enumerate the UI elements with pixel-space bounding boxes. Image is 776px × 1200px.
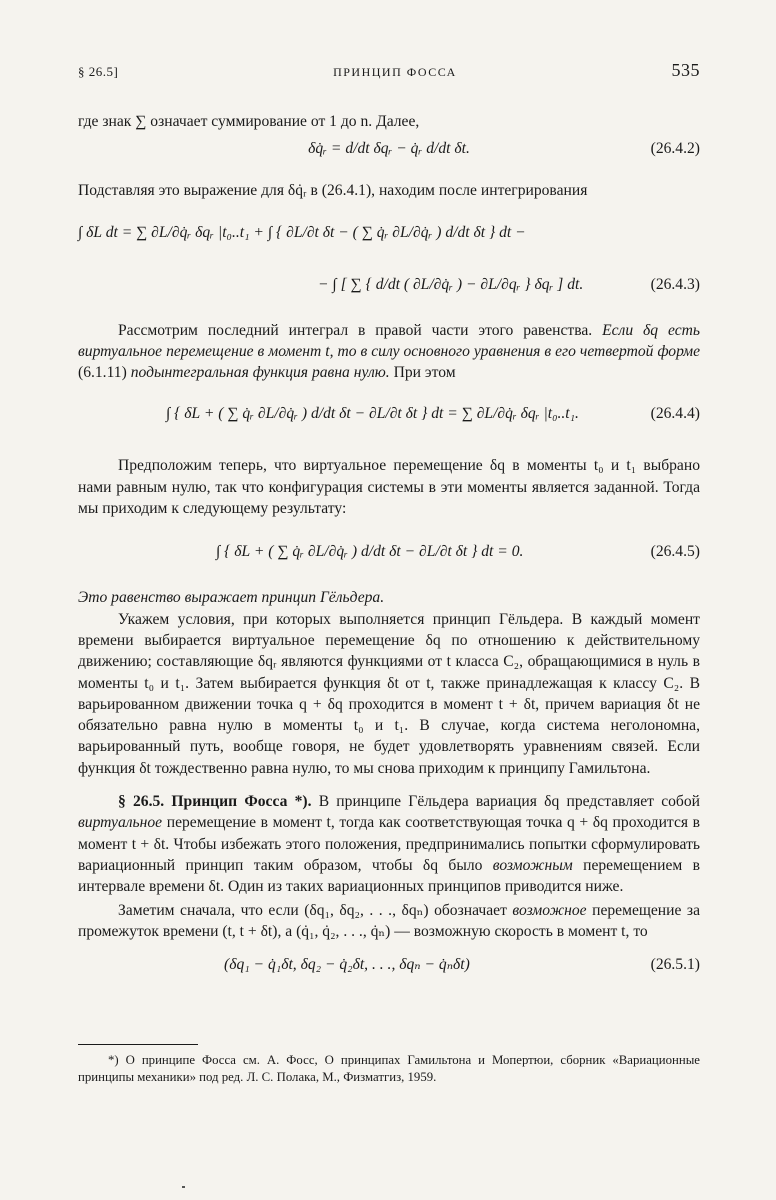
footnote-rule	[78, 1044, 198, 1045]
paragraph-7-text-c: перемещение в момент t, тогда как соответствующая точка q + δq проходится в момент t + δt. Чтобы избежать этого положения, предпринимались попытки сформулировать вариационный принцип таким образом, чтобы δq было	[78, 814, 700, 874]
paragraph-7	[78, 791, 700, 897]
header-section: § 26.5]	[78, 64, 119, 79]
equation-26-4-5-formula: ∫ { δL + ( ∑ q̇ᵣ ∂L/∂q̇ᵣ ) d/dt δt − ∂L/∂t δt } dt = 0.	[216, 543, 524, 561]
equation-26-5-1-number: (26.5.1)	[650, 956, 700, 974]
paragraph-7-text-b: виртуальное	[78, 814, 163, 832]
paragraph-8-text-c: перемещение за промежуток времени (t, t + δt), а (q̇₁, q̇₂, . . ., q̇ₙ) — возможную скорость в момент t, то	[78, 901, 701, 940]
running-header	[78, 60, 700, 81]
paragraph-8-text-a: Заметим сначала, что если (δq₁, δq₂, . . ., δqₙ) обозначает	[118, 901, 507, 919]
footnote: *) О принципе Фосса см. А. Фосс, О принципах Гамильтона и Мопертюи, сборник «Вариационные принципы механики» под ред. Л. С. Полака, М., Физматгиз, 1959.	[78, 1053, 700, 1084]
equation-26-4-4-formula: ∫ { δL + ( ∑ q̇ᵣ ∂L/∂q̇ᵣ ) d/dt δt − ∂L/∂t δt } dt = ∑ ∂L/∂q̇ᵣ δqᵣ |t₀..t₁.	[166, 405, 579, 423]
page-number: 535	[671, 60, 700, 80]
equation-26-4-3-line1: ∫ δL dt = ∑ ∂L/∂q̇ᵣ δqᵣ |t₀..t₁ + ∫ { ∂L/∂t δt − ( ∑ q̇ᵣ ∂L/∂q̇ᵣ ) d/dt δt } dt −	[78, 223, 526, 241]
print-speck	[182, 1186, 185, 1188]
section-heading: § 26.5. Принцип Фосса *).	[118, 793, 312, 811]
paragraph-3-text-a: Рассмотрим последний интеграл в правой части этого равенства.	[118, 321, 593, 339]
equation-26-4-5	[78, 519, 700, 587]
paragraph-4: Предположим теперь, что виртуальное перемещение δq в моменты t₀ и t₁ выбрано нами равным нулю, так что конфигурация системы в эти моменты является заданной. Тогда мы приходим к следующему результату:	[78, 457, 700, 518]
paragraph-7-text-d: возможным	[492, 856, 573, 874]
paragraph-3-text-c: (6.1.11)	[78, 364, 127, 382]
paragraph-2: Подставляя это выражение для δq̇ᵣ в (26.4.1), находим после интегрирования	[78, 182, 588, 200]
paragraph-7-text-a: В принципе Гёльдера вариация δq представляет собой	[318, 793, 700, 811]
equation-26-4-5-number: (26.4.5)	[650, 543, 700, 561]
paragraph-1: где знак ∑ означает суммирование от 1 до n. Далее,	[78, 113, 420, 130]
equation-26-4-4	[78, 383, 700, 443]
equation-26-4-4-number: (26.4.4)	[650, 405, 700, 423]
equation-26-4-2-number: (26.4.2)	[650, 140, 700, 158]
paragraph-7-text-e: перемещением в интервале времени δt. Один из таких вариационных принципов приводится ниже.	[78, 856, 700, 896]
equation-26-4-3	[78, 208, 700, 308]
equation-26-4-3-line2: − ∫ [ ∑ { d/dt ( ∂L/∂q̇ᵣ ) − ∂L/∂qᵣ } δqᵣ ] dt.	[318, 275, 584, 293]
paragraph-3	[78, 320, 700, 384]
paragraph-5: Это равенство выражает принцип Гёльдера.	[78, 589, 385, 607]
paragraph-8	[78, 900, 700, 943]
equation-26-5-1-formula: (δq₁ − q̇₁δt, δq₂ − q̇₂δt, . . ., δqₙ − q̇ₙδt)	[224, 956, 470, 974]
equation-26-4-2	[78, 132, 700, 168]
paragraph-8-text-b: возможное	[512, 901, 587, 919]
paragraph-3-text-e: При этом	[393, 364, 456, 382]
equation-26-4-2-formula: δq̇ᵣ = d/dt δqᵣ − q̇ᵣ d/dt δt.	[308, 140, 470, 158]
page-body	[78, 60, 700, 982]
header-title: ПРИНЦИП ФОССА	[333, 65, 457, 79]
equation-26-4-3-number: (26.4.3)	[650, 275, 700, 293]
equation-26-5-1	[78, 942, 700, 982]
paragraph-3-text-d: подынтегральная функция равна нулю.	[130, 364, 390, 382]
paragraph-6: Укажем условия, при которых выполняется принцип Гёльдера. В каждый момент времени выбирается виртуальное перемещение δq по отношению к действительному движению; составляющие δqᵣ являются функциями от t класса C₂, обращающимися в нуль в моменты t₀ и t₁. Затем выбирается функция δt от t, также принадлежащая к классу C₂. В варьированном движении точка q + δq проходится в момент t + δt, причем вариация δt не обязательно равна нулю в моменты t₀ и t₁. В случае, когда система неголономна, варьированный путь, вообще говоря, не будет удовлетворять уравнениям связей. Если функция δt тождественно равна нулю, то мы снова приходим к принципу Гамильтона.	[78, 610, 700, 777]
paragraph-3-text-b: Если δq есть виртуальное перемещение в момент t, то в силу основного уравнения в его четвертой форме	[78, 321, 700, 360]
